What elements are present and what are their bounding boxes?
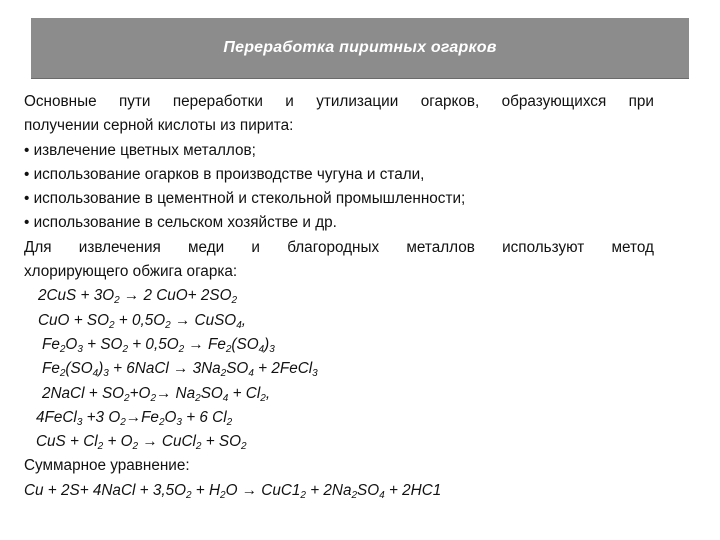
slide-title: Переработка пиритных огарков (223, 39, 497, 56)
equation-text: + 6 Cl (181, 408, 227, 426)
equation-text: →Fe (125, 408, 159, 426)
subscript: 2 (220, 489, 226, 501)
subscript: 2 (97, 441, 104, 453)
word: используют (502, 238, 585, 256)
subscript: 2 (120, 416, 126, 428)
subscript: 4 (379, 489, 385, 501)
equation-text: Fe (42, 360, 60, 378)
bullet-item: • использование в сельском хозяйстве и др. (24, 214, 337, 232)
equation-text: ) (264, 335, 270, 353)
equation-text: → CuSO (170, 311, 237, 329)
word: и (251, 238, 260, 256)
equation (24, 284, 654, 308)
subscript: 4 (248, 368, 254, 380)
word: Основные (24, 93, 97, 110)
equation-text: + 6NaCl → 3Na (108, 360, 221, 378)
equation (24, 333, 654, 357)
subscript: 2 (59, 343, 66, 355)
equation-text: 2NaCl + SO (42, 384, 125, 402)
summary-label: Суммарное уравнение: (24, 457, 190, 475)
word: переработки (172, 93, 263, 110)
word: огарков, (420, 93, 480, 110)
subscript: 3 (77, 343, 83, 355)
subscript: 2 (241, 441, 247, 453)
equation-text: (SO (65, 360, 93, 378)
word: благородных (287, 238, 380, 256)
title-divider (31, 78, 689, 79)
word: меди (188, 238, 225, 256)
equation-text: CuO + SO (38, 311, 109, 329)
equation-text: O (164, 408, 177, 426)
equation-text: + H (191, 481, 221, 499)
word: пути (118, 93, 151, 110)
word: извлечения (78, 238, 161, 256)
equation (24, 357, 654, 381)
subscript: 4 (222, 392, 229, 404)
subscript: 3 (76, 416, 83, 428)
word: метод (611, 238, 654, 256)
word: утилизации (316, 93, 399, 110)
equation-text: SO (200, 384, 223, 402)
subscript: 2 (351, 489, 358, 501)
subscript: 2 (231, 295, 238, 307)
equation-text: O → CuC1 (225, 481, 301, 499)
equation-text: 2CuS + 3O (38, 287, 115, 305)
subscript: 2 (114, 295, 120, 307)
subscript: 2 (158, 416, 165, 428)
equation-text: + 0,5O (114, 311, 166, 329)
equation-text: , (241, 311, 246, 329)
equation-text: Cu + 2S+ 4NaCl + 3,5O (24, 481, 186, 499)
equation-text: → 2 CuO+ 2SO (119, 287, 232, 305)
method-line-1 (24, 236, 654, 260)
bullet-item: • использование в цементной и стекольной промышленности; (24, 190, 466, 208)
equation-text: 4FeCl (36, 408, 77, 426)
equation-text: (SO (231, 335, 259, 353)
equation-text: + Cl (228, 384, 261, 402)
subscript: 2 (226, 416, 233, 428)
subscript: 4 (236, 319, 242, 331)
bullet-item: • использование огарков в производстве чугуна и стали, (24, 165, 425, 183)
subscript: 3 (269, 343, 275, 355)
word: металлов (406, 238, 475, 256)
equation-text: + O (103, 433, 133, 451)
word: образующихся (501, 93, 607, 110)
method-line-2: хлорирующего обжига огарка: (24, 263, 238, 281)
equation-text: → Na (156, 384, 196, 402)
summary-equation-container (24, 479, 654, 503)
equation (24, 309, 654, 333)
intro-line-2: получении серной кислоты из пирита: (24, 117, 294, 135)
equation (24, 430, 654, 454)
word: при (628, 93, 654, 110)
intro-line-1 (24, 90, 654, 114)
subscript: 2 (185, 489, 192, 501)
equation-text: +O (129, 384, 151, 402)
equation (24, 406, 654, 430)
equation-text: + 2FeCl (253, 360, 313, 378)
subscript: 2 (165, 319, 171, 331)
subscript: 2 (122, 343, 128, 355)
equation-text: SO (357, 481, 380, 499)
equation-text: + SO (82, 335, 123, 353)
equation-text: + 2HC1 (384, 481, 442, 499)
equation-text: → CuCl (138, 433, 196, 451)
equation-text: +3 O (82, 408, 121, 426)
title-bar (31, 18, 689, 78)
subscript: 2 (300, 489, 306, 501)
subscript: 2 (150, 392, 157, 404)
equation-text: ) (98, 360, 104, 378)
subscript: 2 (260, 392, 266, 404)
equation-text: + 0,5O (128, 335, 179, 353)
word: и (285, 93, 294, 110)
subscript: 2 (220, 368, 227, 380)
subscript: 2 (195, 392, 201, 404)
subscript: 4 (92, 368, 99, 380)
subscript: 3 (176, 416, 182, 428)
equation-text: SO (226, 360, 249, 378)
equation-list (24, 284, 654, 454)
equation (24, 382, 654, 406)
subscript: 2 (195, 441, 202, 453)
word: Для (24, 238, 52, 256)
summary-equation (24, 479, 654, 503)
subscript: 4 (258, 343, 265, 355)
equation-text: + 2Na (305, 481, 352, 499)
equation-text: Fe (42, 335, 60, 353)
bullet-item: • извлечение цветных металлов; (24, 141, 256, 159)
subscript: 3 (103, 368, 109, 380)
subscript: 2 (225, 343, 232, 355)
equation-text: , (265, 384, 271, 402)
equation-text: CuS + Cl (36, 433, 98, 451)
subscript: 2 (178, 343, 185, 355)
subscript: 2 (59, 368, 66, 380)
subscript: 2 (132, 441, 139, 453)
subscript: 2 (124, 392, 130, 404)
slide-content (24, 90, 654, 503)
subscript: 3 (312, 368, 318, 380)
equation-text: + SO (201, 433, 242, 451)
subscript: 2 (109, 319, 115, 331)
equation-text: → Fe (184, 335, 226, 353)
equation-text: O (65, 335, 78, 353)
